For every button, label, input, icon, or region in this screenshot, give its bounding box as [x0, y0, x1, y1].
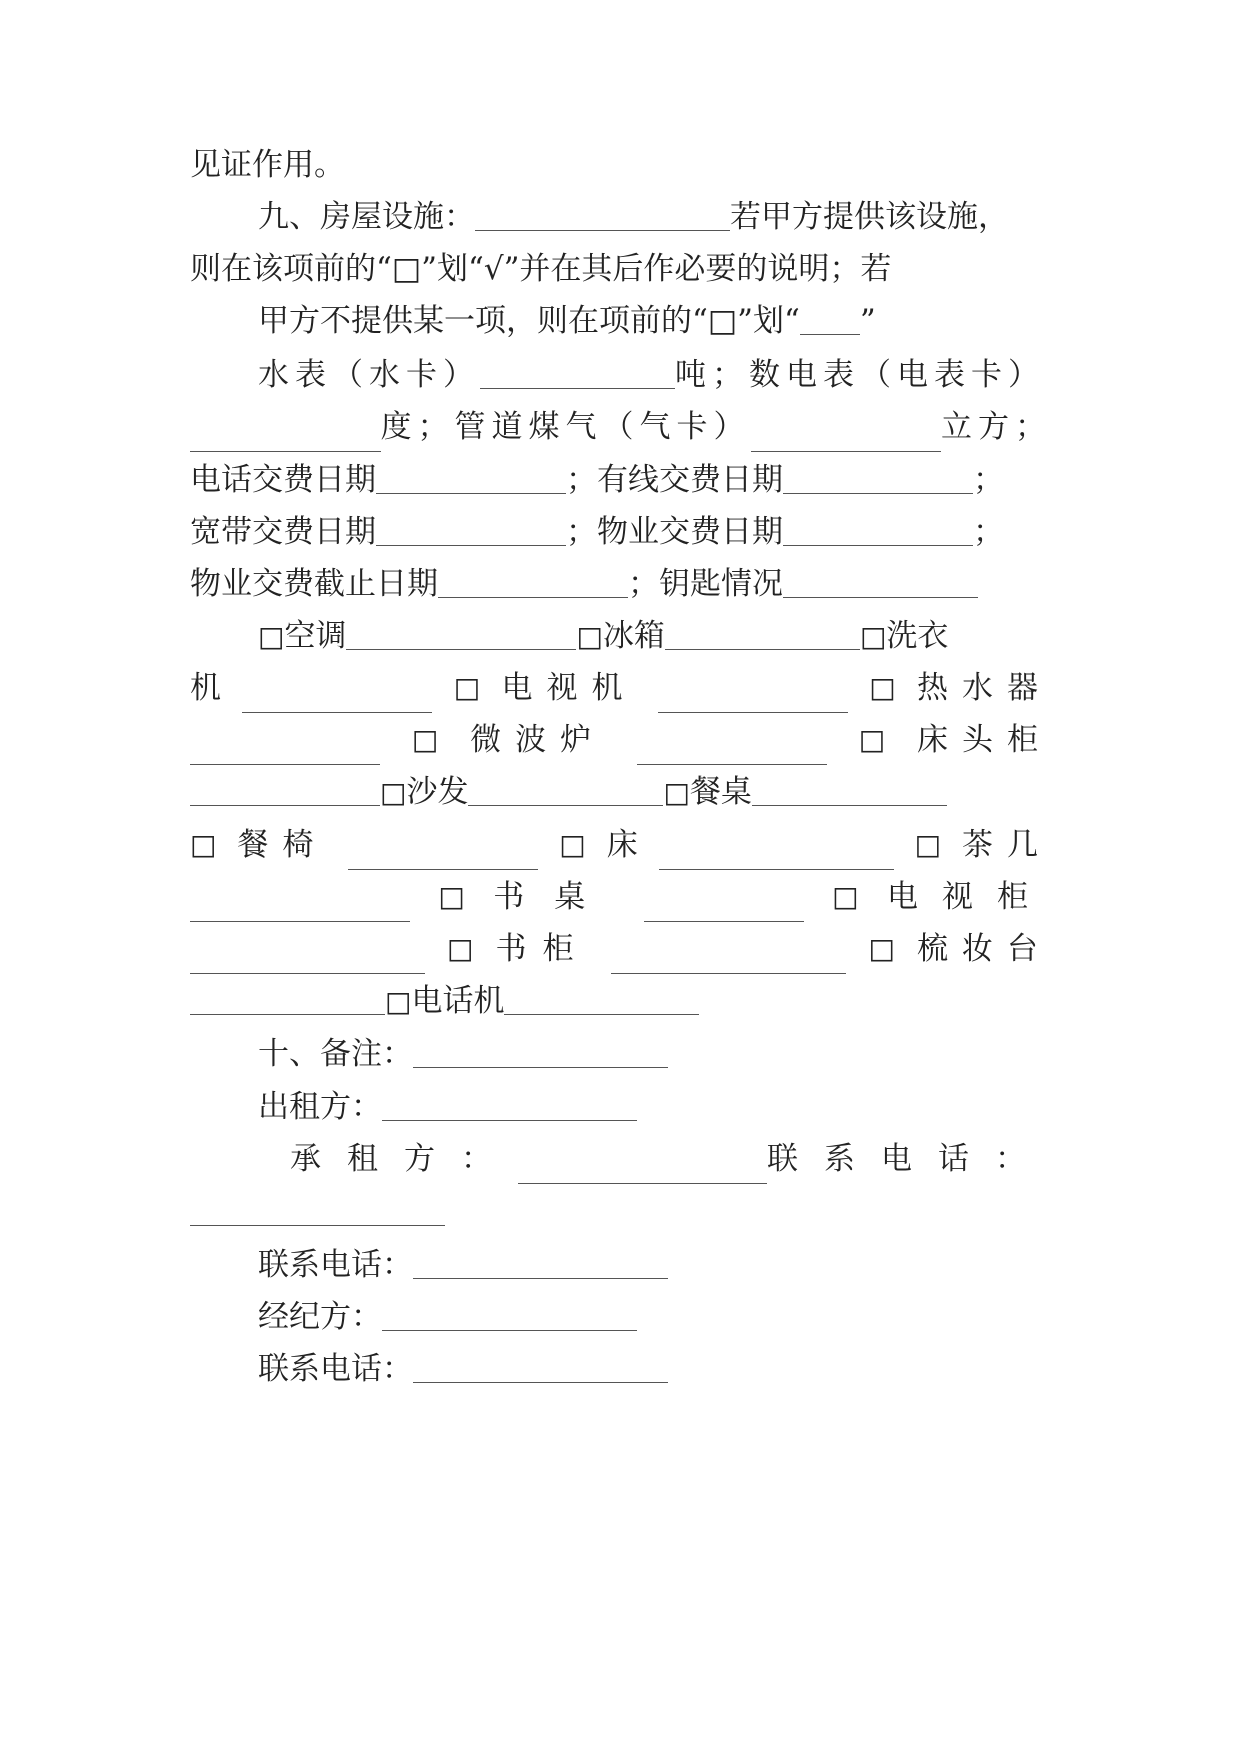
item-teatable: 茶几: [961, 827, 1052, 863]
dresser-blank[interactable]: [190, 984, 385, 1015]
label-agent-phone: 联系电话：: [258, 1351, 413, 1387]
section-9-line2: 则在该项前的“□”划“√”并在其后作必要的说明；若: [190, 251, 892, 287]
heater-blank[interactable]: [190, 734, 380, 765]
label-phone-date: 电话交费日期: [190, 462, 376, 498]
text-line: [190, 1292, 1052, 1342]
item-washer: 洗衣: [886, 618, 949, 654]
text-line: [190, 924, 1052, 974]
item-ac: 空调: [284, 618, 347, 654]
text-line: [190, 244, 1052, 294]
sofa-blank[interactable]: [468, 775, 663, 806]
label-lessee-phone: 联系电话：: [767, 1141, 1052, 1177]
item-microwave: 微波炉: [470, 722, 606, 758]
item-bed: 床: [606, 827, 638, 863]
item-desk: 书桌: [493, 879, 616, 915]
text-witness: 见证作用。: [190, 147, 345, 183]
remark-blank[interactable]: [413, 1037, 668, 1068]
section-9-line3: 甲方不提供某一项，则在项前的“□”划“: [258, 303, 800, 339]
checkbox-heater[interactable]: □: [869, 671, 896, 704]
item-fridge: 冰箱: [602, 618, 665, 654]
cable-date-blank[interactable]: [783, 463, 973, 494]
checkbox-washer[interactable]: □: [859, 620, 887, 653]
section-9-tail: 若甲方提供该设施，: [730, 199, 1009, 235]
label-lessee: 承租方：: [290, 1141, 518, 1177]
item-phoneset: 电话机: [411, 983, 505, 1019]
contact-phone-blank[interactable]: [413, 1248, 668, 1279]
ac-blank[interactable]: [346, 619, 576, 650]
checkbox-nightstand[interactable]: □: [858, 723, 886, 756]
label-keys: ；钥匙情况: [628, 566, 783, 602]
semicolon: ；: [973, 462, 1004, 498]
text-line: [190, 140, 1052, 190]
item-heater: 热水器: [917, 670, 1052, 706]
label-property-end: 物业交费截止日期: [190, 566, 438, 602]
label-water-unit: 吨；数电表（电表卡）: [675, 357, 1045, 393]
teatable-blank[interactable]: [190, 891, 410, 922]
bed-blank[interactable]: [659, 839, 894, 870]
text-line: [190, 559, 1052, 609]
desk-blank[interactable]: [644, 891, 804, 922]
text-line: [190, 1029, 1052, 1079]
label-remark: 十、备注：: [258, 1036, 413, 1072]
agent-phone-blank[interactable]: [413, 1352, 668, 1383]
label-broadband-date: 宽带交费日期: [190, 514, 376, 550]
water-meter-blank[interactable]: [480, 358, 675, 389]
text-line: [190, 1134, 1052, 1184]
item-dresser: 梳妆台: [916, 931, 1052, 967]
quote-close: ”: [859, 303, 876, 339]
section-9-line: [190, 192, 1052, 242]
text-line: [190, 872, 1052, 922]
washer-blank[interactable]: [242, 682, 432, 713]
phone-date-blank[interactable]: [376, 463, 566, 494]
checkbox-teatable[interactable]: □: [914, 828, 942, 861]
text-line: [190, 455, 1052, 505]
item-tvcab: 电视柜: [886, 879, 1052, 915]
lessee-phone-blank[interactable]: [190, 1195, 445, 1226]
phoneset-blank[interactable]: [504, 984, 699, 1015]
table-blank[interactable]: [752, 775, 947, 806]
label-contact-phone: 联系电话：: [258, 1247, 413, 1283]
checkbox-table[interactable]: □: [663, 776, 690, 809]
section-9-title: 九、房屋设施：: [258, 199, 475, 235]
gas-blank[interactable]: [751, 421, 942, 452]
text-line: [190, 820, 1052, 870]
text-line: [190, 663, 1052, 713]
keys-blank[interactable]: [783, 567, 978, 598]
checkbox-chair[interactable]: □: [190, 828, 217, 861]
text-line: [190, 507, 1052, 557]
checkbox-dresser[interactable]: □: [868, 932, 895, 965]
text-line: [190, 715, 1052, 765]
fridge-blank[interactable]: [665, 619, 860, 650]
label-elec-unit: 度；管道煤气（气卡）: [380, 409, 751, 445]
tv-blank[interactable]: [658, 682, 848, 713]
item-washer-cont: 机: [190, 670, 221, 706]
microwave-blank[interactable]: [637, 734, 827, 765]
facilities-blank[interactable]: [475, 200, 730, 231]
chair-blank[interactable]: [348, 839, 538, 870]
semicolon: ；: [973, 514, 1004, 550]
item-table: 餐桌: [689, 774, 752, 810]
mark-blank[interactable]: [800, 304, 860, 335]
checkbox-phoneset[interactable]: □: [385, 985, 412, 1018]
label-lessor: 出租方：: [258, 1089, 382, 1125]
agent-blank[interactable]: [382, 1300, 637, 1331]
item-tv: 电视机: [501, 670, 637, 706]
text-line: [190, 976, 1052, 1026]
checkbox-desk[interactable]: □: [438, 880, 465, 913]
electricity-blank[interactable]: [190, 421, 381, 452]
tvcab-blank[interactable]: [190, 943, 425, 974]
checkbox-bed[interactable]: □: [559, 828, 586, 861]
item-nightstand: 床头柜: [917, 722, 1052, 758]
label-water-meter: 水表（水卡）: [258, 357, 480, 393]
property-date-blank[interactable]: [783, 515, 973, 546]
item-chair: 餐椅: [237, 827, 328, 863]
label-property-date: ；物业交费日期: [566, 514, 783, 550]
text-line: [190, 296, 1052, 346]
checkbox-ac[interactable]: □: [258, 620, 285, 653]
checkbox-tv[interactable]: □: [453, 671, 481, 704]
text-line: [190, 350, 1052, 400]
text-line: [190, 1082, 1052, 1132]
label-agent: 经纪方：: [258, 1299, 382, 1335]
label-gas-unit: 立方；: [941, 409, 1052, 445]
checkbox-bookcase[interactable]: □: [447, 932, 474, 965]
text-line: [190, 1344, 1052, 1394]
checkbox-tvcab[interactable]: □: [832, 880, 859, 913]
checkbox-fridge[interactable]: □: [576, 620, 603, 653]
item-bookcase: 书柜: [495, 931, 590, 967]
label-cable-date: ；有线交费日期: [566, 462, 783, 498]
bookcase-blank[interactable]: [611, 943, 846, 974]
item-sofa: 沙发: [406, 774, 469, 810]
checkbox-sofa[interactable]: □: [380, 776, 407, 809]
nightstand-blank[interactable]: [190, 775, 380, 806]
lessee-blank[interactable]: [518, 1153, 767, 1184]
lessor-blank[interactable]: [382, 1090, 637, 1121]
text-line: [190, 611, 1052, 661]
text-line: [190, 402, 1052, 452]
text-line: [190, 1187, 1052, 1237]
broadband-date-blank[interactable]: [376, 515, 566, 546]
checkbox-microwave[interactable]: □: [411, 723, 439, 756]
text-line: [190, 767, 1052, 817]
text-line: [190, 1240, 1052, 1290]
property-end-blank[interactable]: [438, 567, 628, 598]
